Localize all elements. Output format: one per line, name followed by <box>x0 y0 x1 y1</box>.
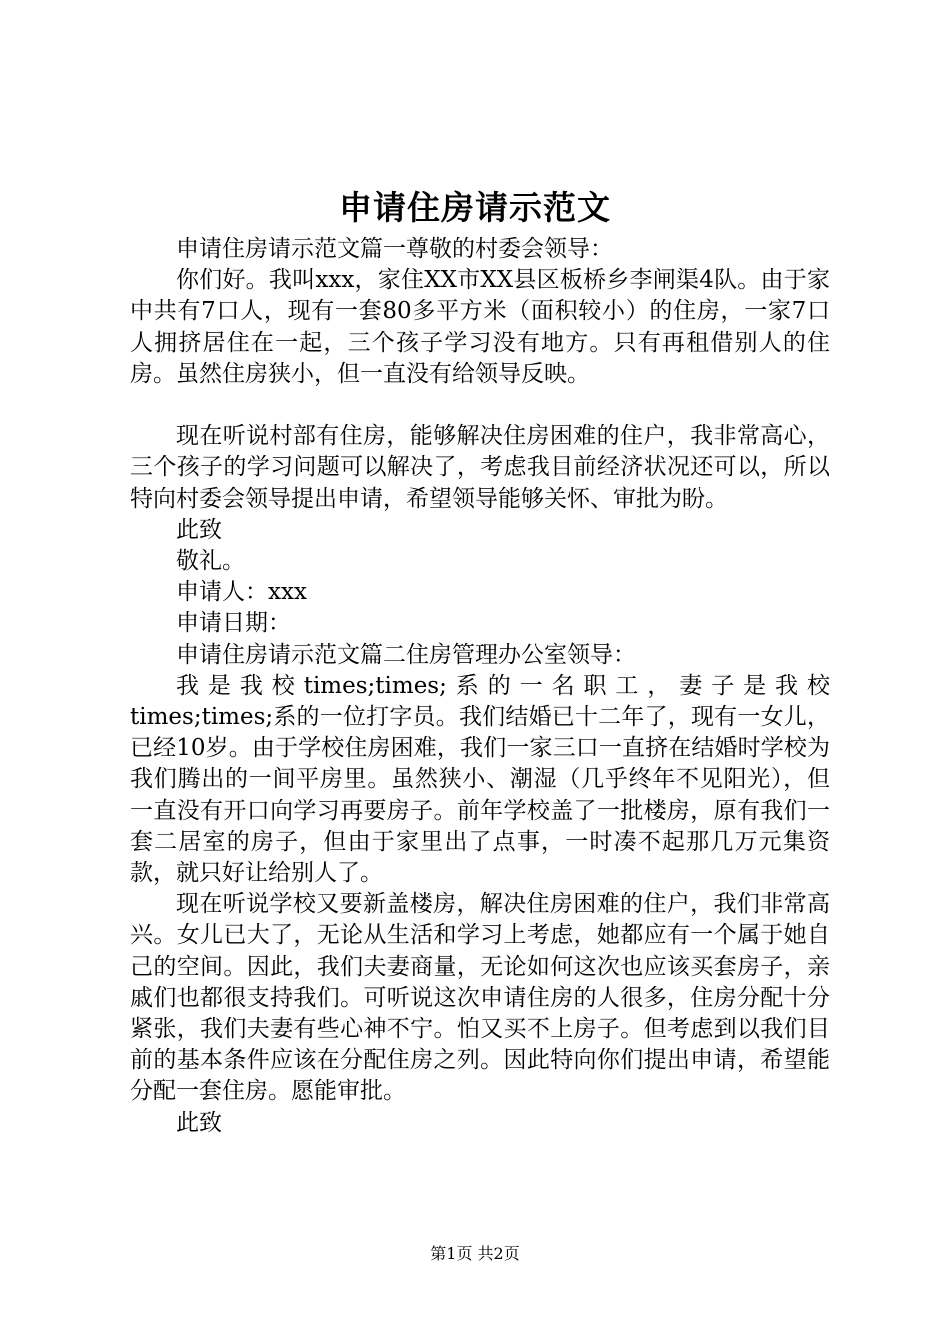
paragraph-body-4: 现在听说学校又要新盖楼房，解决住房困难的住户，我们非常高兴。女儿已大了，无论从生活和学习上考虑，她都应有一个属于她自己的空间。因此，我们夫妻商量，无论如何这次也应该买套房子，亲戚们也都很支持我们。可听说这次申请住房的人很多，住房分配十分紧张，我们夫妻有些心神不宁。怕又买不上房子。但考虑到以我们目前的基本条件应该在分配住房之列。因此特向你们提出申请，希望能分配一套住房。愿能审批。 <box>130 891 830 1105</box>
paragraph-body-1: 你们好。我叫xxx，家住XX市XX县区板桥乡李闸渠4队。由于家中共有7口人，现有一套80多平方米（面积较小）的住房，一家7口人拥挤居住在一起，三个孩子学习没有地方。只有再租借别人的住房。虽然住房狭小，但一直没有给领导反映。 <box>130 267 830 387</box>
document-title: 申请住房请示范文 <box>339 188 611 227</box>
paragraph-body-3: 我是我校times;times;系的一名职工，妻子是我校times;times;系的一位打字员。我们结婚已十二年了，现有一女儿，已经10岁。由于学校住房困难，我们一家三口一直挤在结婚时学校为我们腾出的一间平房里。虽然狭小、潮湿（几乎终年不见阳光），但一直没有开口向学习再要房子。前年学校盖了一批楼房，原有我们一套二居室的房子，但由于家里出了点事，一时凑不起那几万元集资款，就只好让给别人了。 <box>130 672 830 887</box>
paragraph-salutation-2: 申请住房请示范文篇二住房管理办公室领导： <box>176 641 636 668</box>
paragraph-body-2: 现在听说村部有住房，能够解决住房困难的住户，我非常高心，三个孩子的学习问题可以解决了，考虑我目前经济状况还可以，所以特向村委会领导提出申请，希望领导能够关怀、审批为盼。 <box>130 423 830 512</box>
paragraph-applicant: 申请人：xxx <box>176 579 307 606</box>
paragraph-spacer <box>130 390 830 421</box>
paragraph-closing-1: 此致 <box>176 516 222 543</box>
paragraph-closing-2: 此致 <box>176 1109 222 1136</box>
page-number: 第1页 共2页 <box>430 1244 520 1263</box>
paragraph-regards: 敬礼。 <box>176 548 245 575</box>
paragraph-salutation-1: 申请住房请示范文篇一尊敬的村委会领导： <box>176 236 613 262</box>
paragraph-date: 申请日期： <box>176 610 291 637</box>
document-body <box>130 234 830 1139</box>
